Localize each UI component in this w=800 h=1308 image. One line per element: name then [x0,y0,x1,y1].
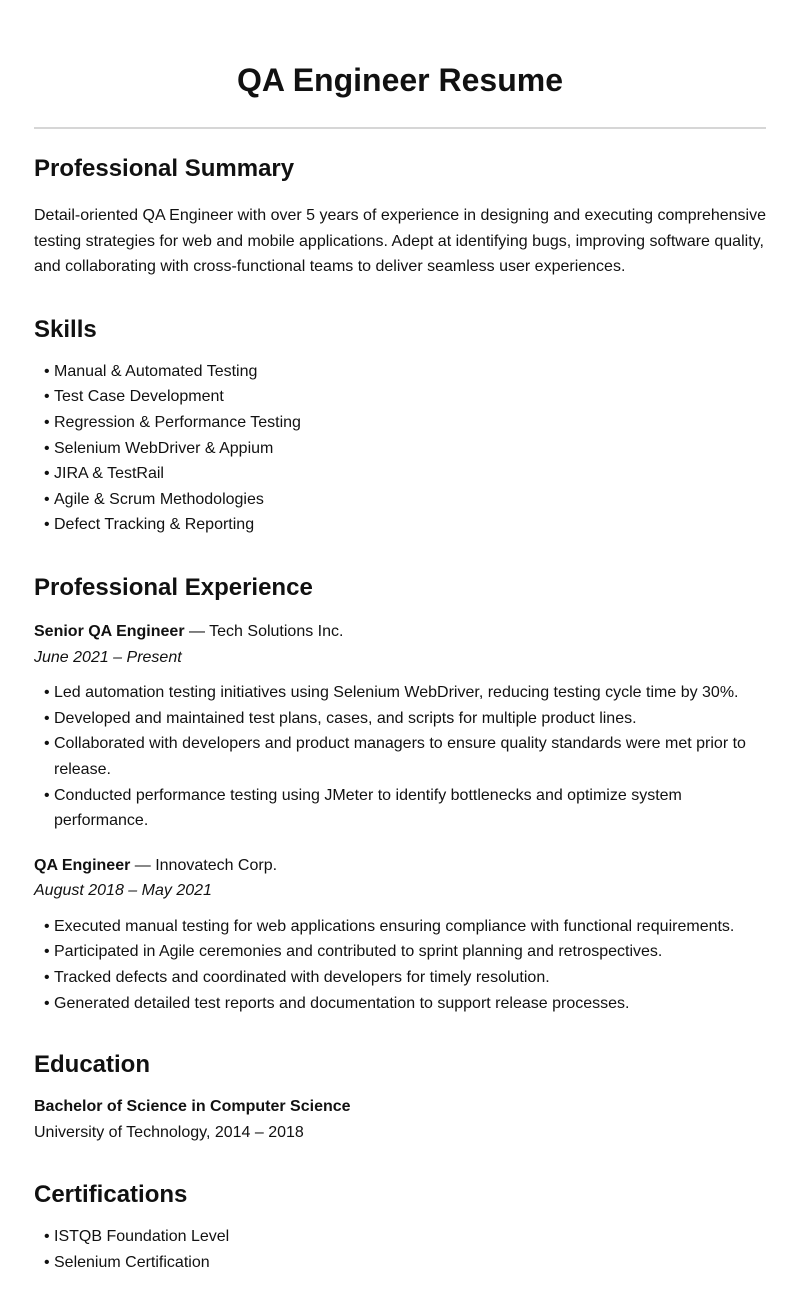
experience-heading: Professional Experience [34,573,313,601]
certifications-heading: Certifications [34,1181,188,1209]
skill-item: • Agile & Scrum Methodologies [34,487,766,513]
job-bullet: • Tracked defects and coordinated with developers for timely resolution. [34,965,766,991]
skill-item: • Manual & Automated Testing [34,359,766,385]
page-title: QA Engineer Resume [236,62,563,98]
summary-text: Detail-oriented QA Engineer with over 5 years of experience in designing and executing comprehensive testing strategies for web and mobile applications. Adept at identifying bugs, improving software quality, and collaborating with cross-functional teams to deliver seamless user experiences. [34,207,766,276]
summary-section [34,155,766,280]
job-bullet: • Collaborated with developers and product managers to ensure quality standards were met prior to release. [34,731,766,782]
job-bullet: • Executed manual testing for web applications ensuring compliance with functional requirements. [34,914,766,940]
education-heading: Education [34,1051,151,1079]
certifications-section [34,1181,766,1275]
job-bullets [34,914,766,1016]
job-dates: August 2018 – May 2021 [34,882,212,900]
job-bullet: • Led automation testing initiatives using Selenium WebDriver, reducing testing cycle time by 30%. [34,680,766,706]
job-title-line [34,619,766,645]
job-bullet: • Conducted performance testing using JMeter to identify bottlenecks and optimize system performance. [34,783,766,834]
job-bullet: • Participated in Agile ceremonies and contributed to sprint planning and retrospectives. [34,939,766,965]
job-entry [34,853,766,1017]
skill-item: • Regression & Performance Testing [34,410,766,436]
job-bullet: • Developed and maintained test plans, cases, and scripts for multiple product lines. [34,706,766,732]
skills-list [34,359,766,538]
education-section [34,1051,766,1145]
skill-item: • Test Case Development [34,384,766,410]
certifications-list [34,1224,766,1275]
job-company: — Innovatech Corp. [130,856,278,874]
job-role: Senior QA Engineer [34,622,185,640]
job-title-line [34,853,766,879]
job-dates: June 2021 – Present [34,648,182,666]
skills-heading: Skills [34,315,97,343]
education-degree: Bachelor of Science in Computer Science [34,1098,351,1116]
skill-item: • Defect Tracking & Reporting [34,512,766,538]
experience-section [34,574,766,1016]
job-entry [34,619,766,834]
job-bullets [34,680,766,834]
certification-item: • ISTQB Foundation Level [34,1224,766,1250]
summary-heading: Professional Summary [34,155,295,182]
job-company: — Tech Solutions Inc. [184,622,344,640]
job-bullet: • Generated detailed test reports and documentation to support release processes. [34,991,766,1017]
job-role: QA Engineer [34,856,131,874]
certification-item: • Selenium Certification [34,1250,766,1276]
skill-item: • JIRA & TestRail [34,461,766,487]
skills-section [34,316,766,538]
education-school: University of Technology, 2014 – 2018 [34,1123,304,1141]
title-divider [34,127,766,129]
skill-item: • Selenium WebDriver & Appium [34,436,766,462]
